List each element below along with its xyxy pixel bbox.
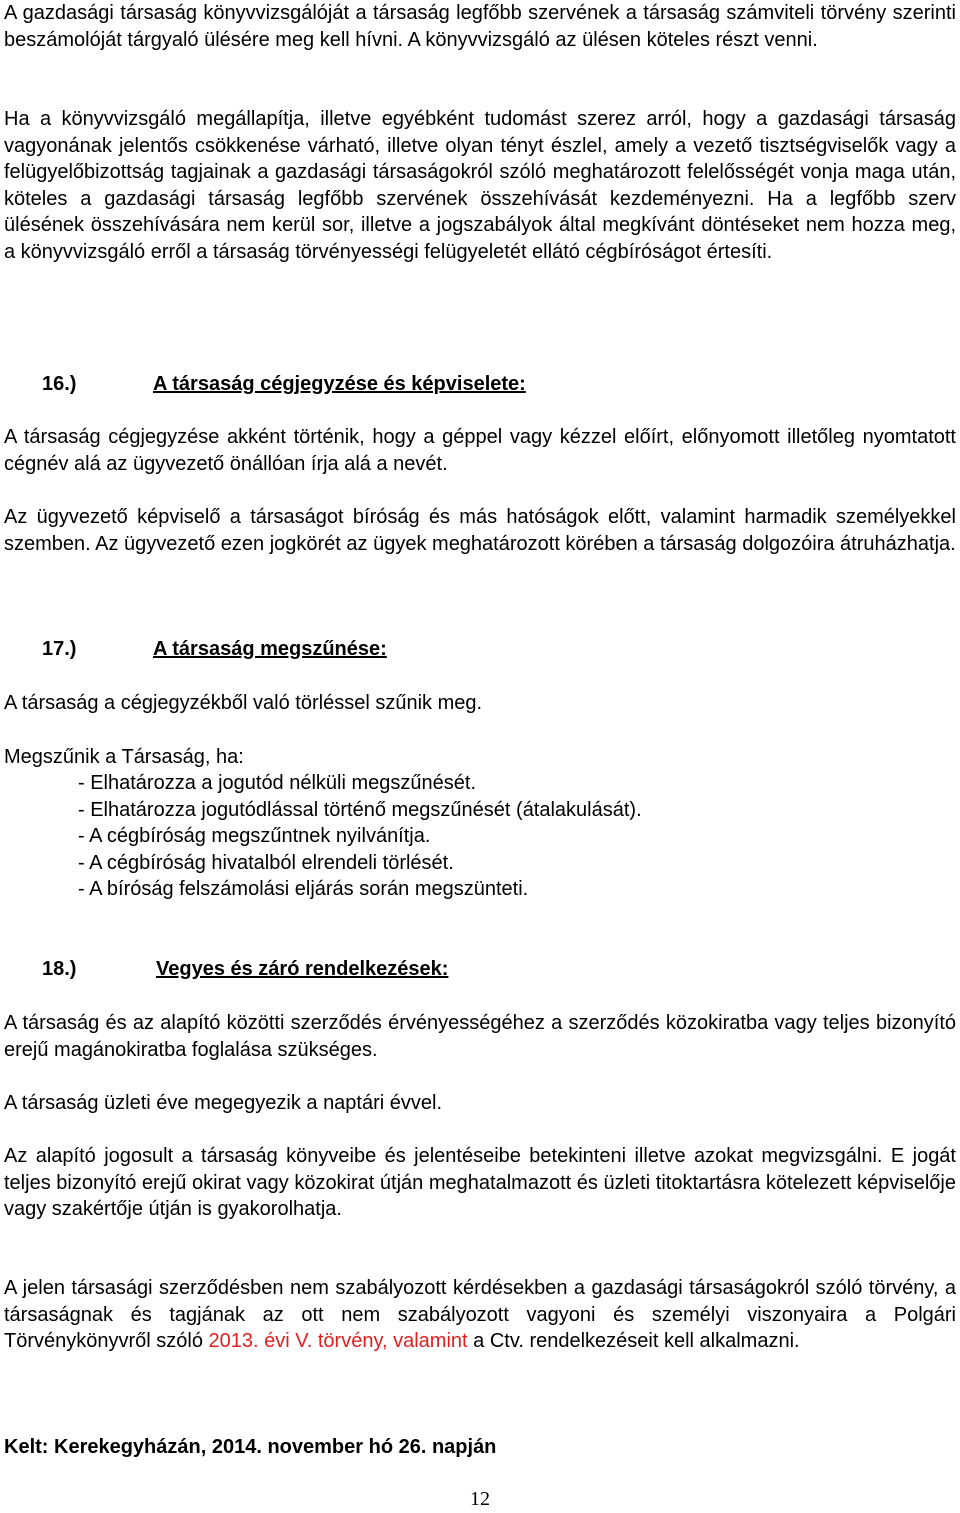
list-item: - Elhatározza jogutódlással történő megszűnését (átalakulását). <box>78 798 642 821</box>
section-18-paragraph-3: Az alapító jogosult a társaság könyveibe és jelentéseibe betekinteni illetve azokat megvizsgálni. E jogát teljes bizonyító erejű okirat vagy közokirat útján meghatalmazott és üzleti titoktartásra kötelezett képviselője vagy szakértője útján is gyakorolhatja. <box>4 1145 956 1220</box>
section-16-paragraph-1: A társaság cégjegyzése akként történik, hogy a géppel vagy kézzel előírt, előnyomott illetőleg nyomtatott cégnév alá az ügyvezető önállóan írja alá a nevét. <box>4 426 956 475</box>
section-18-title: Vegyes és záró rendelkezések: <box>156 958 449 980</box>
section-18-paragraph-2: A társaság üzleti éve megegyezik a naptári évvel. <box>4 1092 443 1114</box>
closing-text-start: A jelen társasági szerződésben nem szabályozott kérdésekben a gazdasági társaságokról szóló törvény, a társaságnak és tagjának az ott nem szabályozott vagyoni és személyi viszonyaira a Polgári Törvénykönyvről szóló <box>4 1277 956 1352</box>
section-17-list-intro: Megszűnik a Társaság, ha: <box>4 746 244 768</box>
auditor-paragraph: Ha a könyvvizsgáló megállapítja, illetve egyébként tudomást szerez arról, hogy a gazdasági társaság vagyonának jelentős csökkenése várható, illetve olyan tényt észlel, amely a vezető tisztségviselők vagy a felügyelőbizottság tagjainak a gazdasági társaságokról szóló meghatározott felelősségét vonja maga után, köteles a gazdasági társaság legfőbb szervének összehívását kezdeményezni. Ha a legfőbb szerv ülésének összehívására nem kerül sor, illetve a jogszabályok által megkívánt döntéseket nem hozza meg, a könyvvizsgáló erről a társaság törvényességi felügyeletét ellátó cégbíróságot értesíti. <box>4 108 956 263</box>
list-item: - A bíróság felszámolási eljárás során megszünteti. <box>78 878 529 900</box>
closing-paragraph <box>4 1275 956 1355</box>
law-reference-highlight: 2013. évi V. törvény, valamint <box>208 1330 468 1352</box>
section-17-title: A társaság megszűnése: <box>153 638 387 660</box>
dissolution-list <box>78 770 642 903</box>
list-item: - Elhatározza a jogutód nélküli megszűnését. <box>78 772 477 794</box>
section-16-title: A társaság cégjegyzése és képviselete: <box>153 373 526 395</box>
section-16-number: 16.) <box>42 373 77 395</box>
closing-text-end: a Ctv. rendelkezéseit kell alkalmazni. <box>467 1330 800 1352</box>
signature-date-line: Kelt: Kerekegyházán, 2014. november hó 26. napján <box>4 1436 497 1458</box>
page-number: 12 <box>470 1488 490 1510</box>
list-item: - A cégbíróság hivatalból elrendeli törlését. <box>78 851 454 874</box>
intro-paragraph: A gazdasági társaság könyvvizsgálóját a társaság legfőbb szervének a társaság számviteli törvény szerinti beszámolóját tárgyaló ülésére meg kell hívni. A könyvvizsgáló az ülésen köteles részt venni. <box>4 2 956 51</box>
list-item: - A cégbíróság megszűntnek nyilvánítja. <box>78 825 431 847</box>
section-18-paragraph-1: A társaság és az alapító közötti szerződés érvényességéhez a szerződés közokiratba vagy teljes bizonyító erejű magánokiratba foglalása szükséges. <box>4 1012 956 1061</box>
section-16-paragraph-2: Az ügyvezető képviselő a társaságot bíróság és más hatóságok előtt, valamint harmadik személyekkel szemben. Az ügyvezető ezen jogkörét az ügyek meghatározott körében a társaság dolgozóira átruházhatja. <box>4 506 956 555</box>
section-17-number: 17.) <box>42 638 77 660</box>
section-17-paragraph: A társaság a cégjegyzékből való törléssel szűnik meg. <box>4 692 483 714</box>
section-18-number: 18.) <box>42 958 77 980</box>
